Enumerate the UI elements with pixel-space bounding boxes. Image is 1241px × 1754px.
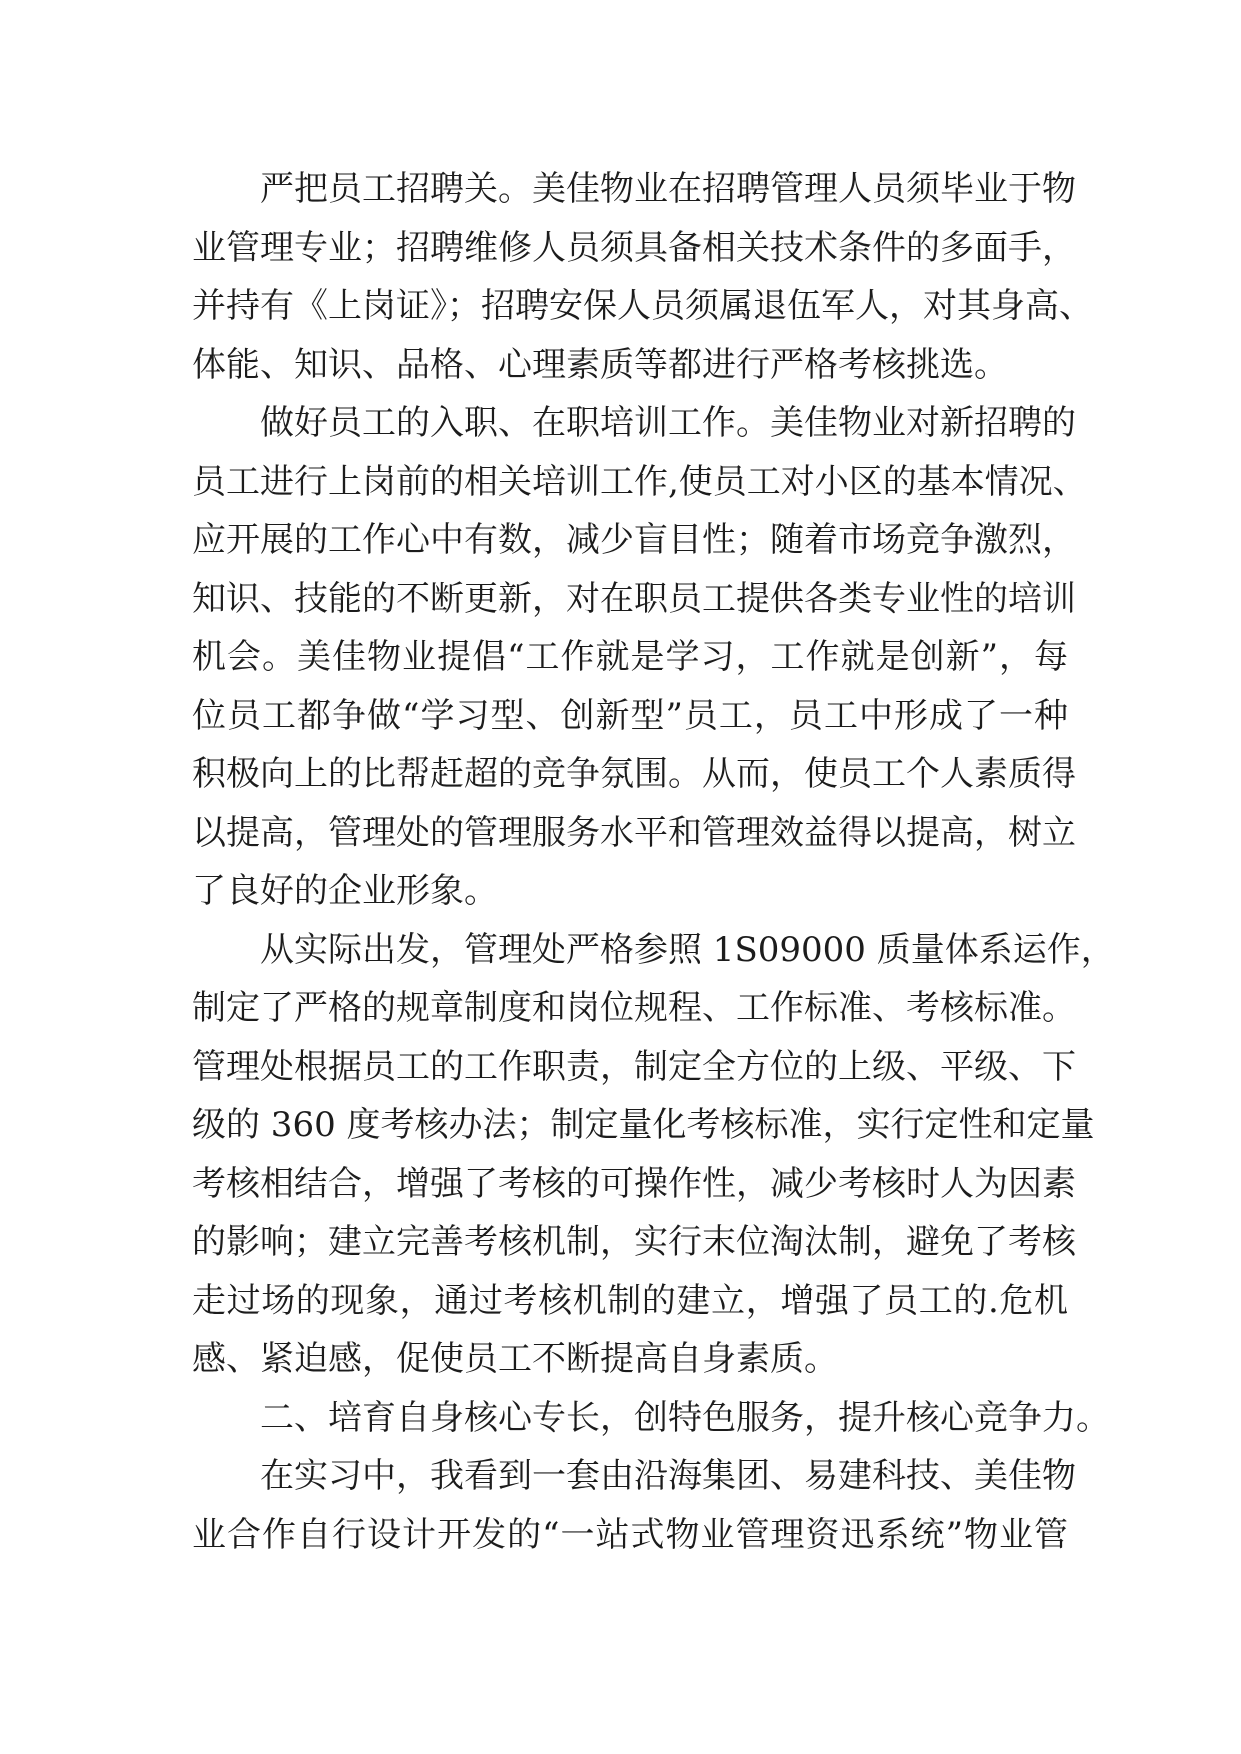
text-line: 级的 360 度考核办法；制定量化考核标准，实行定性和定量 [192, 1105, 1095, 1145]
text-line: 业合作自行设计开发的“一站式物业管理资迅系统”物业管 [192, 1514, 1068, 1555]
text-line: 员工进行上岗前的相关培训工作,使员工对小区的基本情况、 [192, 461, 1087, 502]
text-line: 积极向上的比帮赶超的竞争氛围。从而，使员工个人素质得 [192, 754, 1076, 794]
text-line: 位员工都争做“学习型、创新型”员工，员工中形成了一种 [192, 695, 1068, 736]
text-line: 的影响；建立完善考核机制，实行末位淘汰制，避免了考核 [192, 1222, 1076, 1262]
text-line: 走过场的现象，通过考核机制的建立，增强了员工的.危机 [192, 1280, 1068, 1321]
text-line: 体能、知识、品格、心理素质等都进行严格考核挑选。 [192, 344, 1008, 385]
document-body [192, 160, 1115, 1564]
paragraph-first-line: 二、培育自身核心专长，创特色服务，提升核心竞争力。 [260, 1397, 1110, 1438]
paragraph-first-line: 严把员工招聘关。美佳物业在招聘管理人员须毕业于物 [260, 169, 1076, 209]
text-line: 应开展的工作心中有数，减少盲目性；随着市场竞争激烈， [192, 520, 1076, 560]
text-line: 机会。美佳物业提倡“工作就是学习，工作就是创新”，每 [192, 637, 1068, 677]
text-line: 了良好的企业形象。 [192, 871, 498, 911]
paragraph-first-line: 做好员工的入职、在职培训工作。美佳物业对新招聘的 [260, 403, 1076, 443]
text-line: 考核相结合，增强了考核的可操作性，减少考核时人为因素 [192, 1163, 1076, 1204]
text-line: 业管理专业；招聘维修人员须具备相关技术条件的多面手， [192, 227, 1076, 268]
text-line: 管理处根据员工的工作职责，制定全方位的上级、平级、下 [192, 1046, 1076, 1087]
text-line: 以提高，管理处的管理服务水平和管理效益得以提高，树立 [192, 812, 1076, 853]
paragraph-first-line: 在实习中，我看到一套由沿海集团、易建科技、美佳物 [260, 1456, 1076, 1496]
text-line: 并持有《上岗证》；招聘安保人员须属退伍军人，对其身高、 [192, 286, 1093, 326]
text-line: 知识、技能的不断更新，对在职员工提供各类专业性的培训 [192, 578, 1076, 619]
paragraph-first-line: 从实际出发，管理处严格参照 1S09000 质量体系运作， [260, 929, 1115, 970]
text-line: 制定了严格的规章制度和岗位规程、工作标准、考核标准。 [192, 988, 1076, 1028]
text-line: 感、紧迫感，促使员工不断提高自身素质。 [192, 1339, 838, 1379]
